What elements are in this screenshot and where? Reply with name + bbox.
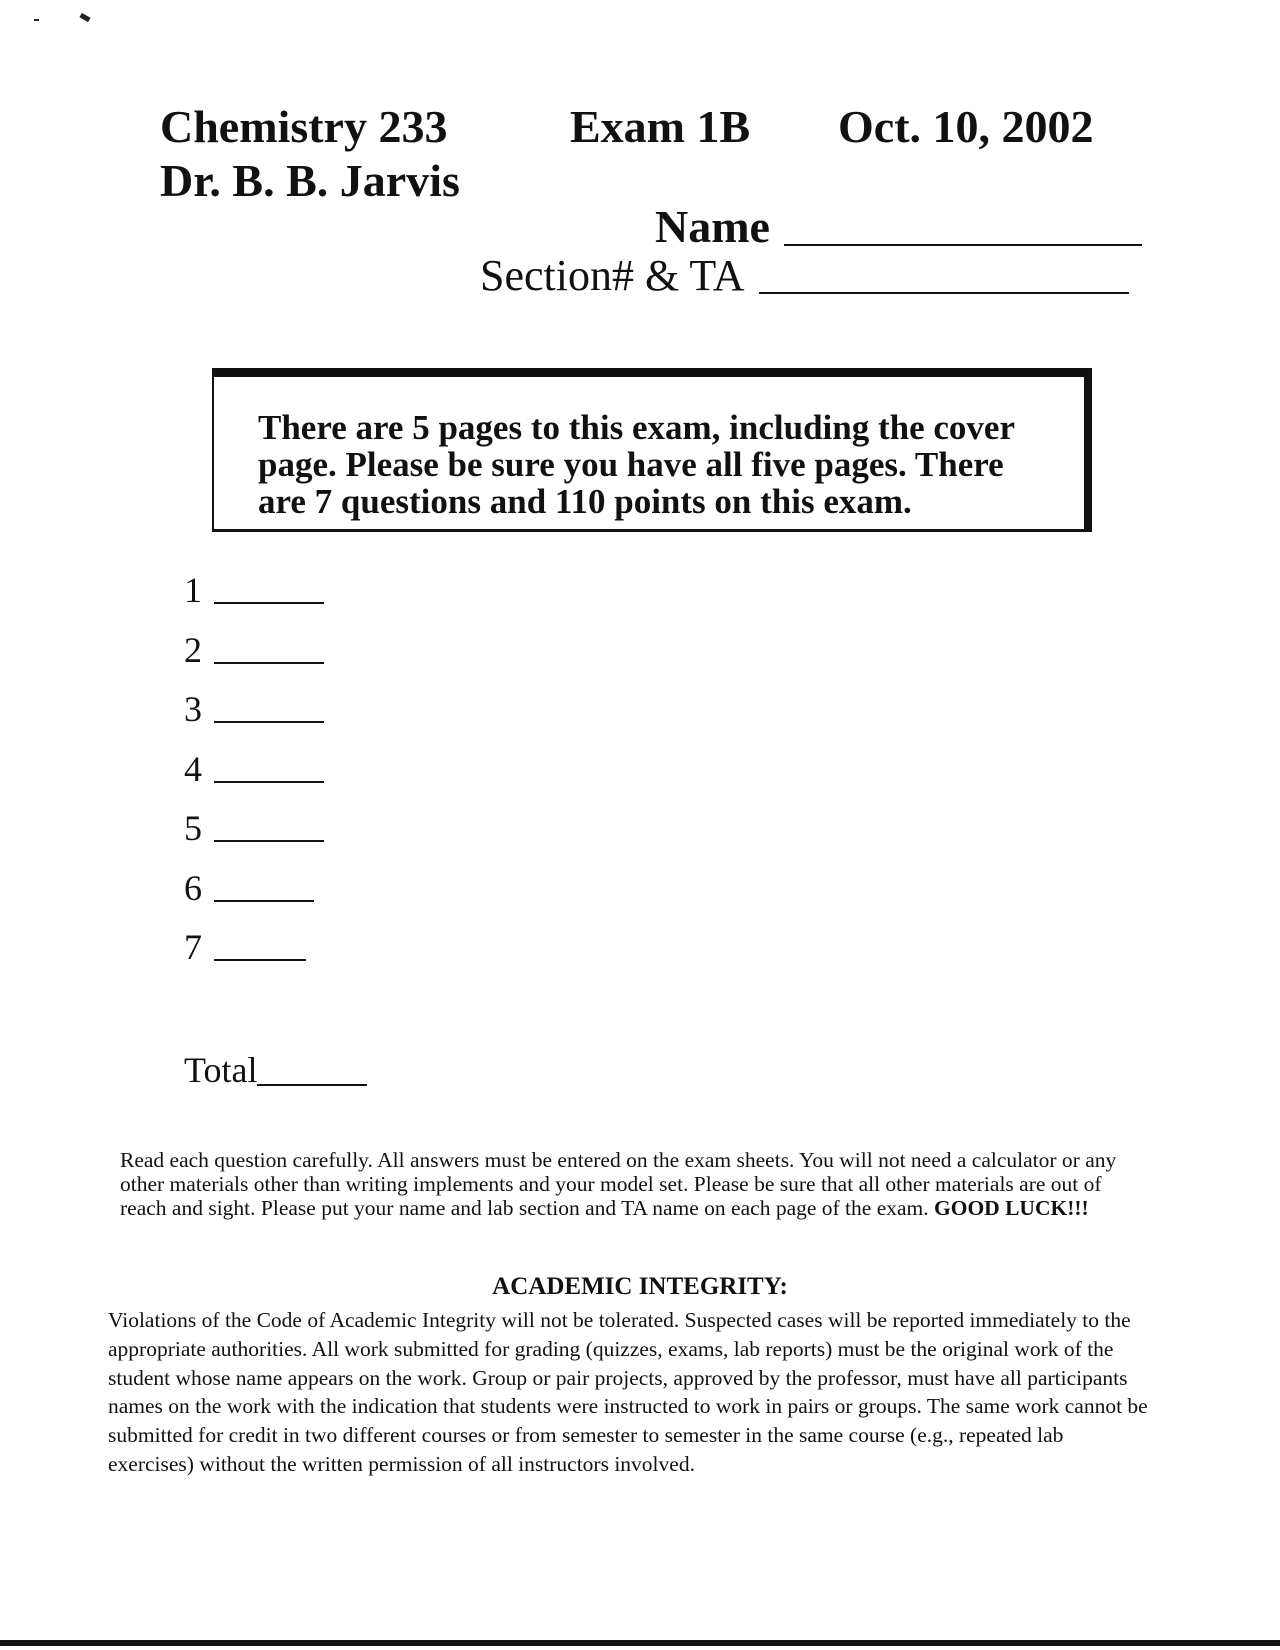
good-luck-text: GOOD LUCK!!! bbox=[934, 1196, 1089, 1220]
name-label: Name bbox=[655, 201, 770, 252]
name-field bbox=[655, 201, 1142, 252]
total-score-blank[interactable] bbox=[257, 1052, 367, 1086]
question-number: 5 bbox=[184, 808, 202, 848]
course-title: Chemistry 233 bbox=[160, 101, 448, 152]
score-row-5 bbox=[184, 810, 324, 870]
name-blank-line[interactable] bbox=[784, 244, 1142, 246]
section-ta-field bbox=[480, 251, 1129, 300]
total-label: Total bbox=[184, 1050, 258, 1090]
score-blank-3[interactable] bbox=[214, 691, 324, 723]
question-number: 1 bbox=[184, 570, 202, 610]
question-number: 4 bbox=[184, 748, 202, 789]
exam-instructions bbox=[120, 1148, 1140, 1220]
score-list bbox=[184, 572, 324, 989]
question-number: 7 bbox=[184, 927, 202, 967]
exam-notice-text: There are 5 pages to this exam, including the cover page. Please be sure you have all five pages. There are 7 questions and 110 points on this exam. bbox=[258, 408, 1015, 521]
score-blank-6[interactable] bbox=[214, 870, 314, 902]
scan-artifact bbox=[34, 19, 39, 21]
score-blank-2[interactable] bbox=[214, 632, 324, 664]
score-blank-4[interactable] bbox=[214, 751, 324, 783]
section-ta-blank-line[interactable] bbox=[759, 292, 1129, 294]
score-row-7 bbox=[184, 929, 324, 989]
total-score-row bbox=[184, 1052, 367, 1088]
academic-integrity-heading: ACADEMIC INTEGRITY: bbox=[492, 1273, 788, 1300]
exam-date: Oct. 10, 2002 bbox=[838, 101, 1094, 152]
score-blank-1[interactable] bbox=[214, 572, 324, 604]
exam-notice-box bbox=[212, 368, 1092, 532]
question-number: 6 bbox=[184, 867, 202, 908]
score-row-4 bbox=[184, 748, 324, 811]
section-ta-label: Section# & TA bbox=[480, 251, 745, 300]
scan-artifact bbox=[79, 13, 90, 22]
scan-bottom-edge bbox=[0, 1640, 1280, 1646]
question-number: 3 bbox=[184, 689, 202, 729]
score-blank-7[interactable] bbox=[214, 929, 306, 961]
score-blank-5[interactable] bbox=[214, 810, 324, 842]
academic-integrity-text: Violations of the Code of Academic Integrity will not be tolerated. Suspected cases will be reported immediately to the appropriate authorities. All work submitted for grading (quizzes, exams, lab reports) must be the original work of the student whose name appears on the work. Group or pair projects, approved by the professor, must have all participants names on the work with the indication that students were instructed to work in pairs or groups. The same work cannot be submitted for credit in two different courses or from semester to semester in the same course (e.g., repeated lab exercises) without the written permission of all instructors involved. bbox=[108, 1308, 1148, 1476]
question-number: 2 bbox=[184, 629, 202, 670]
score-row-2 bbox=[184, 629, 324, 692]
instructions-text: Read each question carefully. All answers must be entered on the exam sheets. You will not need a calculator or any other materials other than writing implements and your model set. Please be sure that all other materials are out of reach and sight. Please put your name and lab section and TA name on each page of the exam. bbox=[120, 1148, 1117, 1220]
instructor-name: Dr. B. B. Jarvis bbox=[160, 155, 460, 206]
score-row-3 bbox=[184, 691, 324, 751]
score-row-1 bbox=[184, 572, 324, 632]
score-row-6 bbox=[184, 867, 324, 930]
exam-code: Exam 1B bbox=[570, 101, 751, 152]
